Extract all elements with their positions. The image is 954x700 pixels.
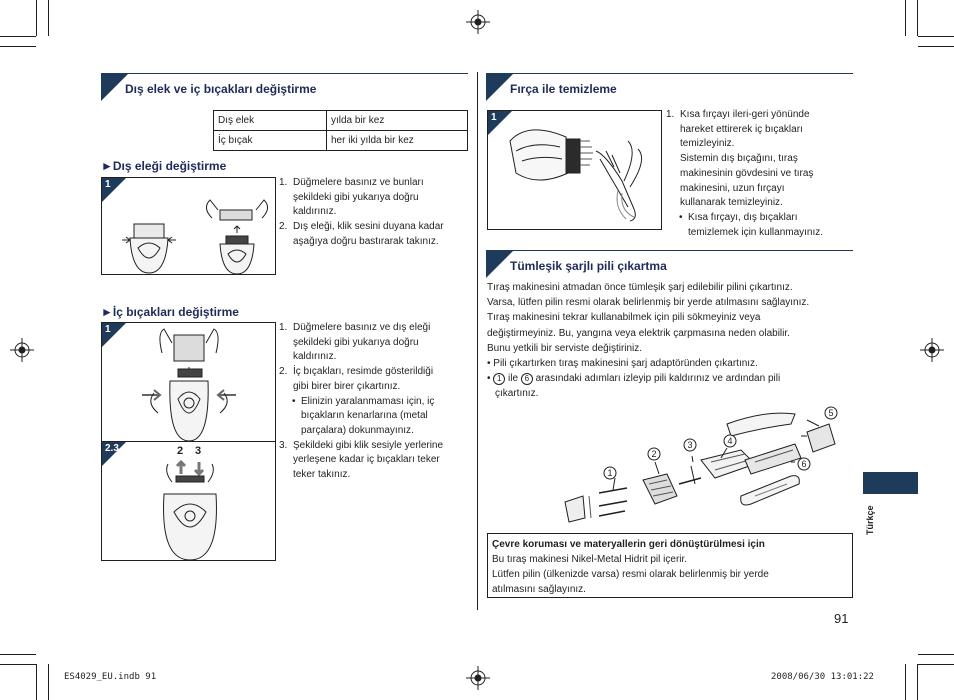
list-item-note: • Elinizin yaralanmaması için, iç bıçakların kenarlarına (metal parçalara) dokunmayınız. [292, 395, 435, 436]
battery-bullet-1: • Pili çıkartırken tıraş makinesini şarj adaptöründen çıkartınız. [487, 358, 758, 370]
callout-3: 3 [195, 445, 202, 457]
table-row [214, 131, 468, 151]
inner-blade-removal-illustration [102, 323, 275, 441]
footer-timestamp: 2008/06/30 13:01:22 [771, 672, 874, 682]
outer-foil-steps [279, 176, 469, 250]
section-title-brush: Fırça ile temizleme [510, 82, 617, 96]
callout-2: 2 [177, 445, 184, 457]
callout-2: 2 [651, 449, 657, 459]
brush-cleaning-illustration [488, 111, 661, 229]
circled-number: 1 [493, 373, 505, 385]
figure-number: 1 [105, 179, 111, 190]
inner-blade-steps [279, 321, 471, 483]
list-item: 1. Kısa fırçayı ileri-geri yönünde hareket ettirerek iç bıçakları temizleyiniz. Sistemin dış bıçağını, tıraş makinesinin gövdesini ve tıraş makinesini, uzun fırçayı kullanarak temizleyiniz. [666, 109, 814, 209]
battery-paragraph: Tıraş makinesini atmadan önce tümleşik şarj edilebilir pilini çıkartınız. Varsa, lütfen pilin resmi olarak belirlenmiş bir yerde atılmasını sağlayınız. Tıraş makinesini tekrar kullanabilmek için pili sökmeyiniz veya değiştirmeyiniz. Bu, yangına veya elektrik çarpmasına neden olabilir. Bunu yetkili bir serviste değiştiriniz. • Pili çıkartırken tıraş makinesini şarj adaptöründen çıkartınız. • 1 ile 6 arasındaki adımları izleyip pili kaldırınız ve ardından pili çıkartınız. [487, 280, 853, 402]
figure-brush [487, 110, 662, 230]
subsection-title-inner-blade: ►İç bıçakları değiştirme [101, 305, 239, 319]
environment-notice-box: Çevre koruması ve materyallerin geri dönüştürülmesi için Bu tıraş makinesi Nikel-Metal Hidrit pil içerir. Lütfen pilin (ülkenizde varsa) resmi olarak belirlenmiş bir yerde atılmasını sağlayınız. [487, 533, 853, 598]
callout-1: 1 [607, 468, 613, 478]
figure-number: 1 [491, 112, 497, 123]
section-title-replace: Dış elek ve iç bıçakları değiştirme [125, 82, 317, 96]
table-cell: her iki yılda bir kez [327, 131, 468, 151]
registration-mark-top [466, 10, 490, 34]
list-item: 2. Dış eleği, klik sesini duyana kadar aşağıya doğru bastırarak takınız. [279, 221, 444, 247]
table-cell: yılda bir kez [327, 111, 468, 131]
table-row [214, 111, 468, 131]
battery-bullet-2: • 1 ile 6 arasındaki adımları izleyip pili kaldırınız ve ardından pili [487, 373, 781, 385]
registration-mark-right [920, 338, 944, 362]
figure-outer-foil [101, 177, 276, 275]
list-item: 1. Düğmelere basınız ve dış eleği şekildeki gibi yukarıya doğru kaldırınız. [279, 322, 431, 363]
battery-disassembly-illustration [555, 400, 845, 525]
list-item-note: • Kısa fırçayı, dış bıçakları temizlemek için kullanmayınız. [679, 211, 824, 238]
section-title-battery: Tümleşik şarjlı pili çıkartma [510, 259, 667, 273]
callout-5: 5 [828, 408, 834, 418]
section-header-battery [486, 250, 853, 278]
circled-number: 6 [521, 373, 533, 385]
section-header-replace [101, 73, 468, 101]
registration-mark-bottom [466, 666, 490, 690]
page-number: 91 [834, 611, 849, 626]
list-item: 1. Düğmelere basınız ve bunları şekildeki gibi yukarıya doğru kaldırınız. [279, 177, 424, 218]
footer-file-info: ES4029_EU.indb 91 [64, 672, 157, 682]
column-divider [477, 72, 478, 610]
registration-mark-left [10, 338, 34, 362]
language-label: Türkçe [865, 505, 875, 535]
callout-6: 6 [801, 459, 807, 469]
replacement-table [213, 110, 468, 151]
inner-blade-insert-illustration [102, 442, 275, 560]
section-header-brush [486, 73, 853, 101]
brush-steps [666, 108, 856, 240]
figure-inner-blade-2-3 [101, 441, 276, 561]
figure-number: 1 [105, 324, 111, 335]
callout-3: 3 [687, 440, 693, 450]
subsection-title-outer-foil: ►Dış eleği değiştirme [101, 159, 227, 173]
language-tab [863, 472, 918, 494]
environment-notice-title: Çevre koruması ve materyallerin geri dönüştürülmesi için [492, 539, 765, 550]
list-item: 2. İç bıçakları, resimde gösterildiği gibi birer birer çıkartınız. [279, 366, 434, 392]
list-item: 3. Şekildeki gibi klik sesiyle yerlerine yerleşene kadar iç bıçakları teker teker takınız. [279, 439, 444, 481]
table-cell: İç bıçak [214, 131, 327, 151]
figure-number: 2.3 [105, 443, 119, 454]
table-cell: Dış elek [214, 111, 327, 131]
callout-4: 4 [727, 436, 733, 446]
shaver-foil-illustration [102, 178, 275, 274]
figure-inner-blade-1 [101, 322, 276, 442]
